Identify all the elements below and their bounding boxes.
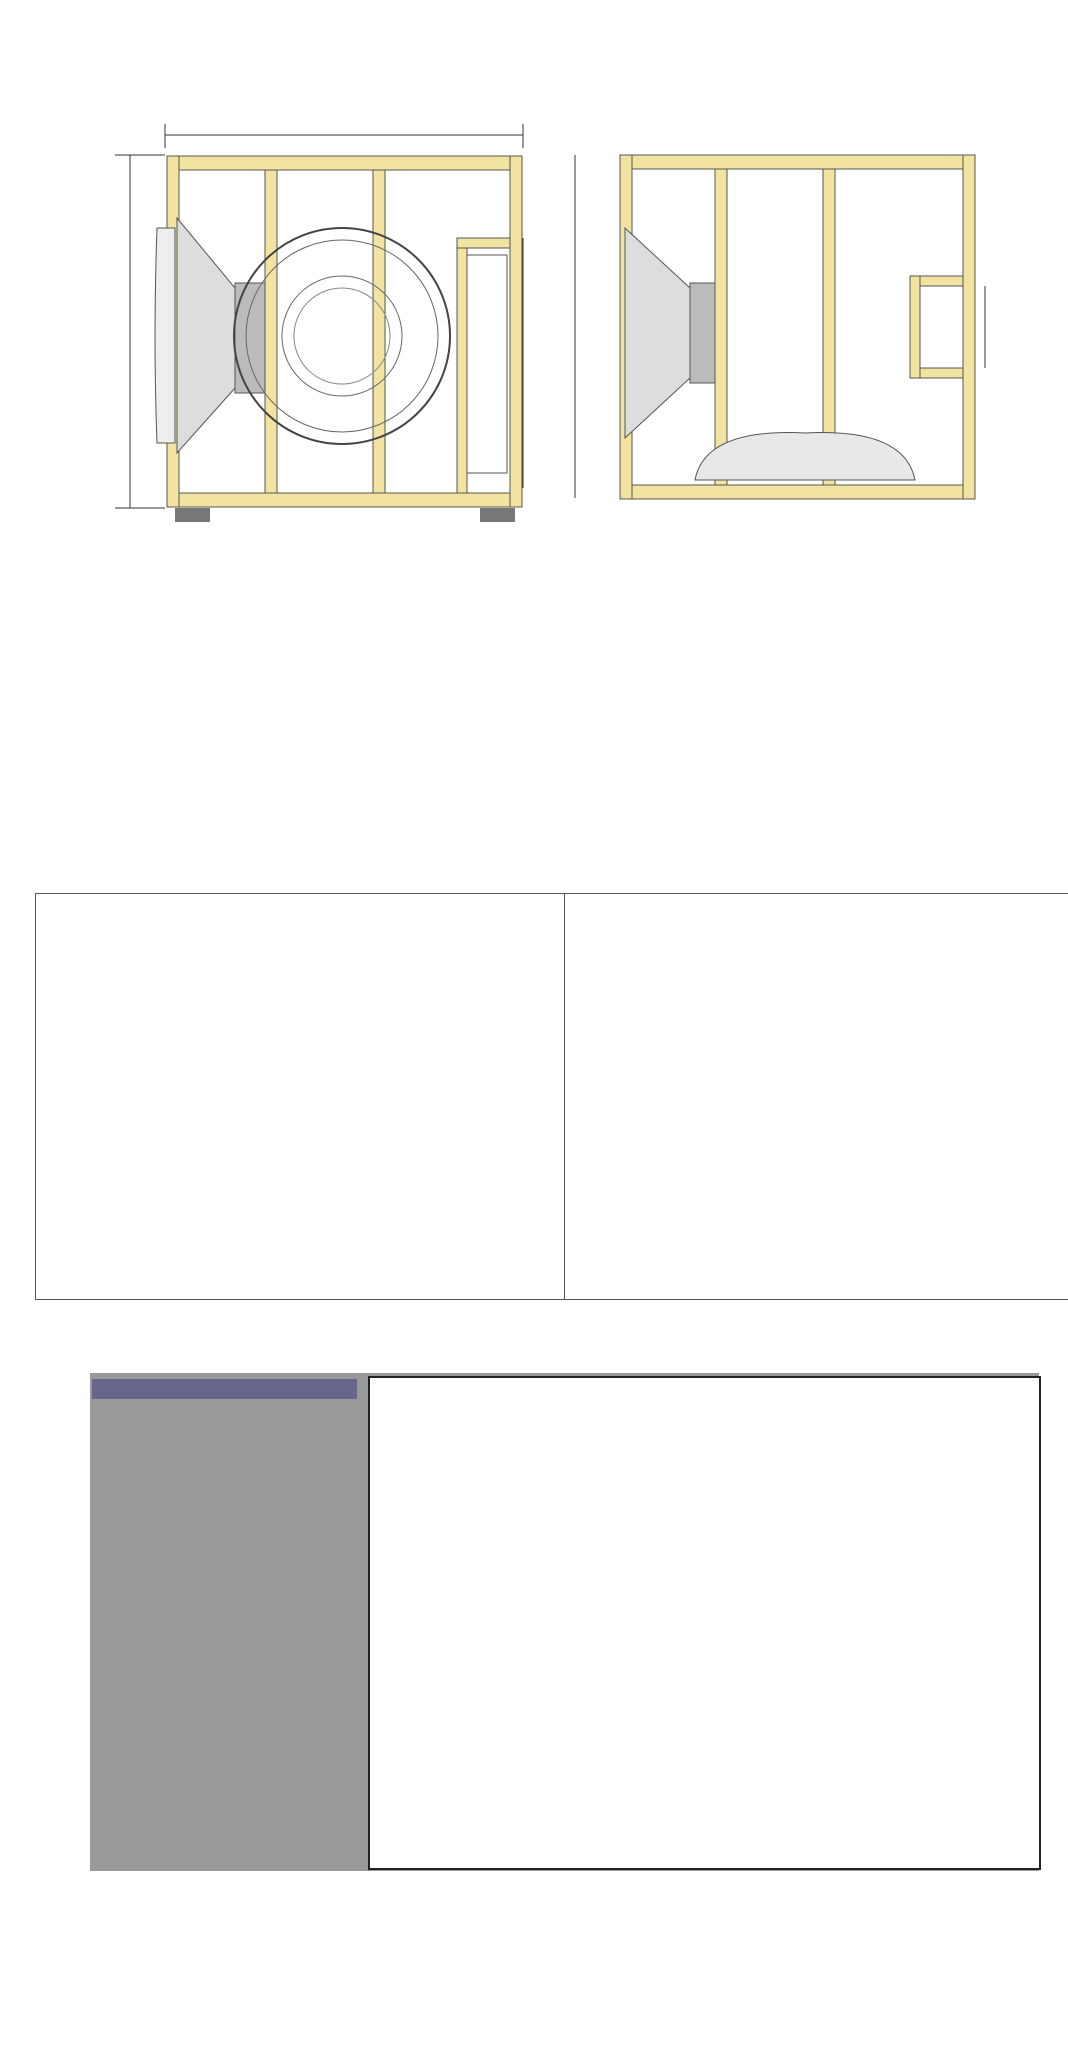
response-chart bbox=[370, 1378, 1035, 1864]
closed-box-chart bbox=[36, 894, 563, 1297]
woofer-header bbox=[92, 1379, 357, 1399]
cabinet-drawing bbox=[105, 118, 995, 548]
top-view bbox=[575, 155, 985, 499]
side-view bbox=[115, 124, 523, 522]
vented-box-chart bbox=[565, 894, 1068, 1297]
